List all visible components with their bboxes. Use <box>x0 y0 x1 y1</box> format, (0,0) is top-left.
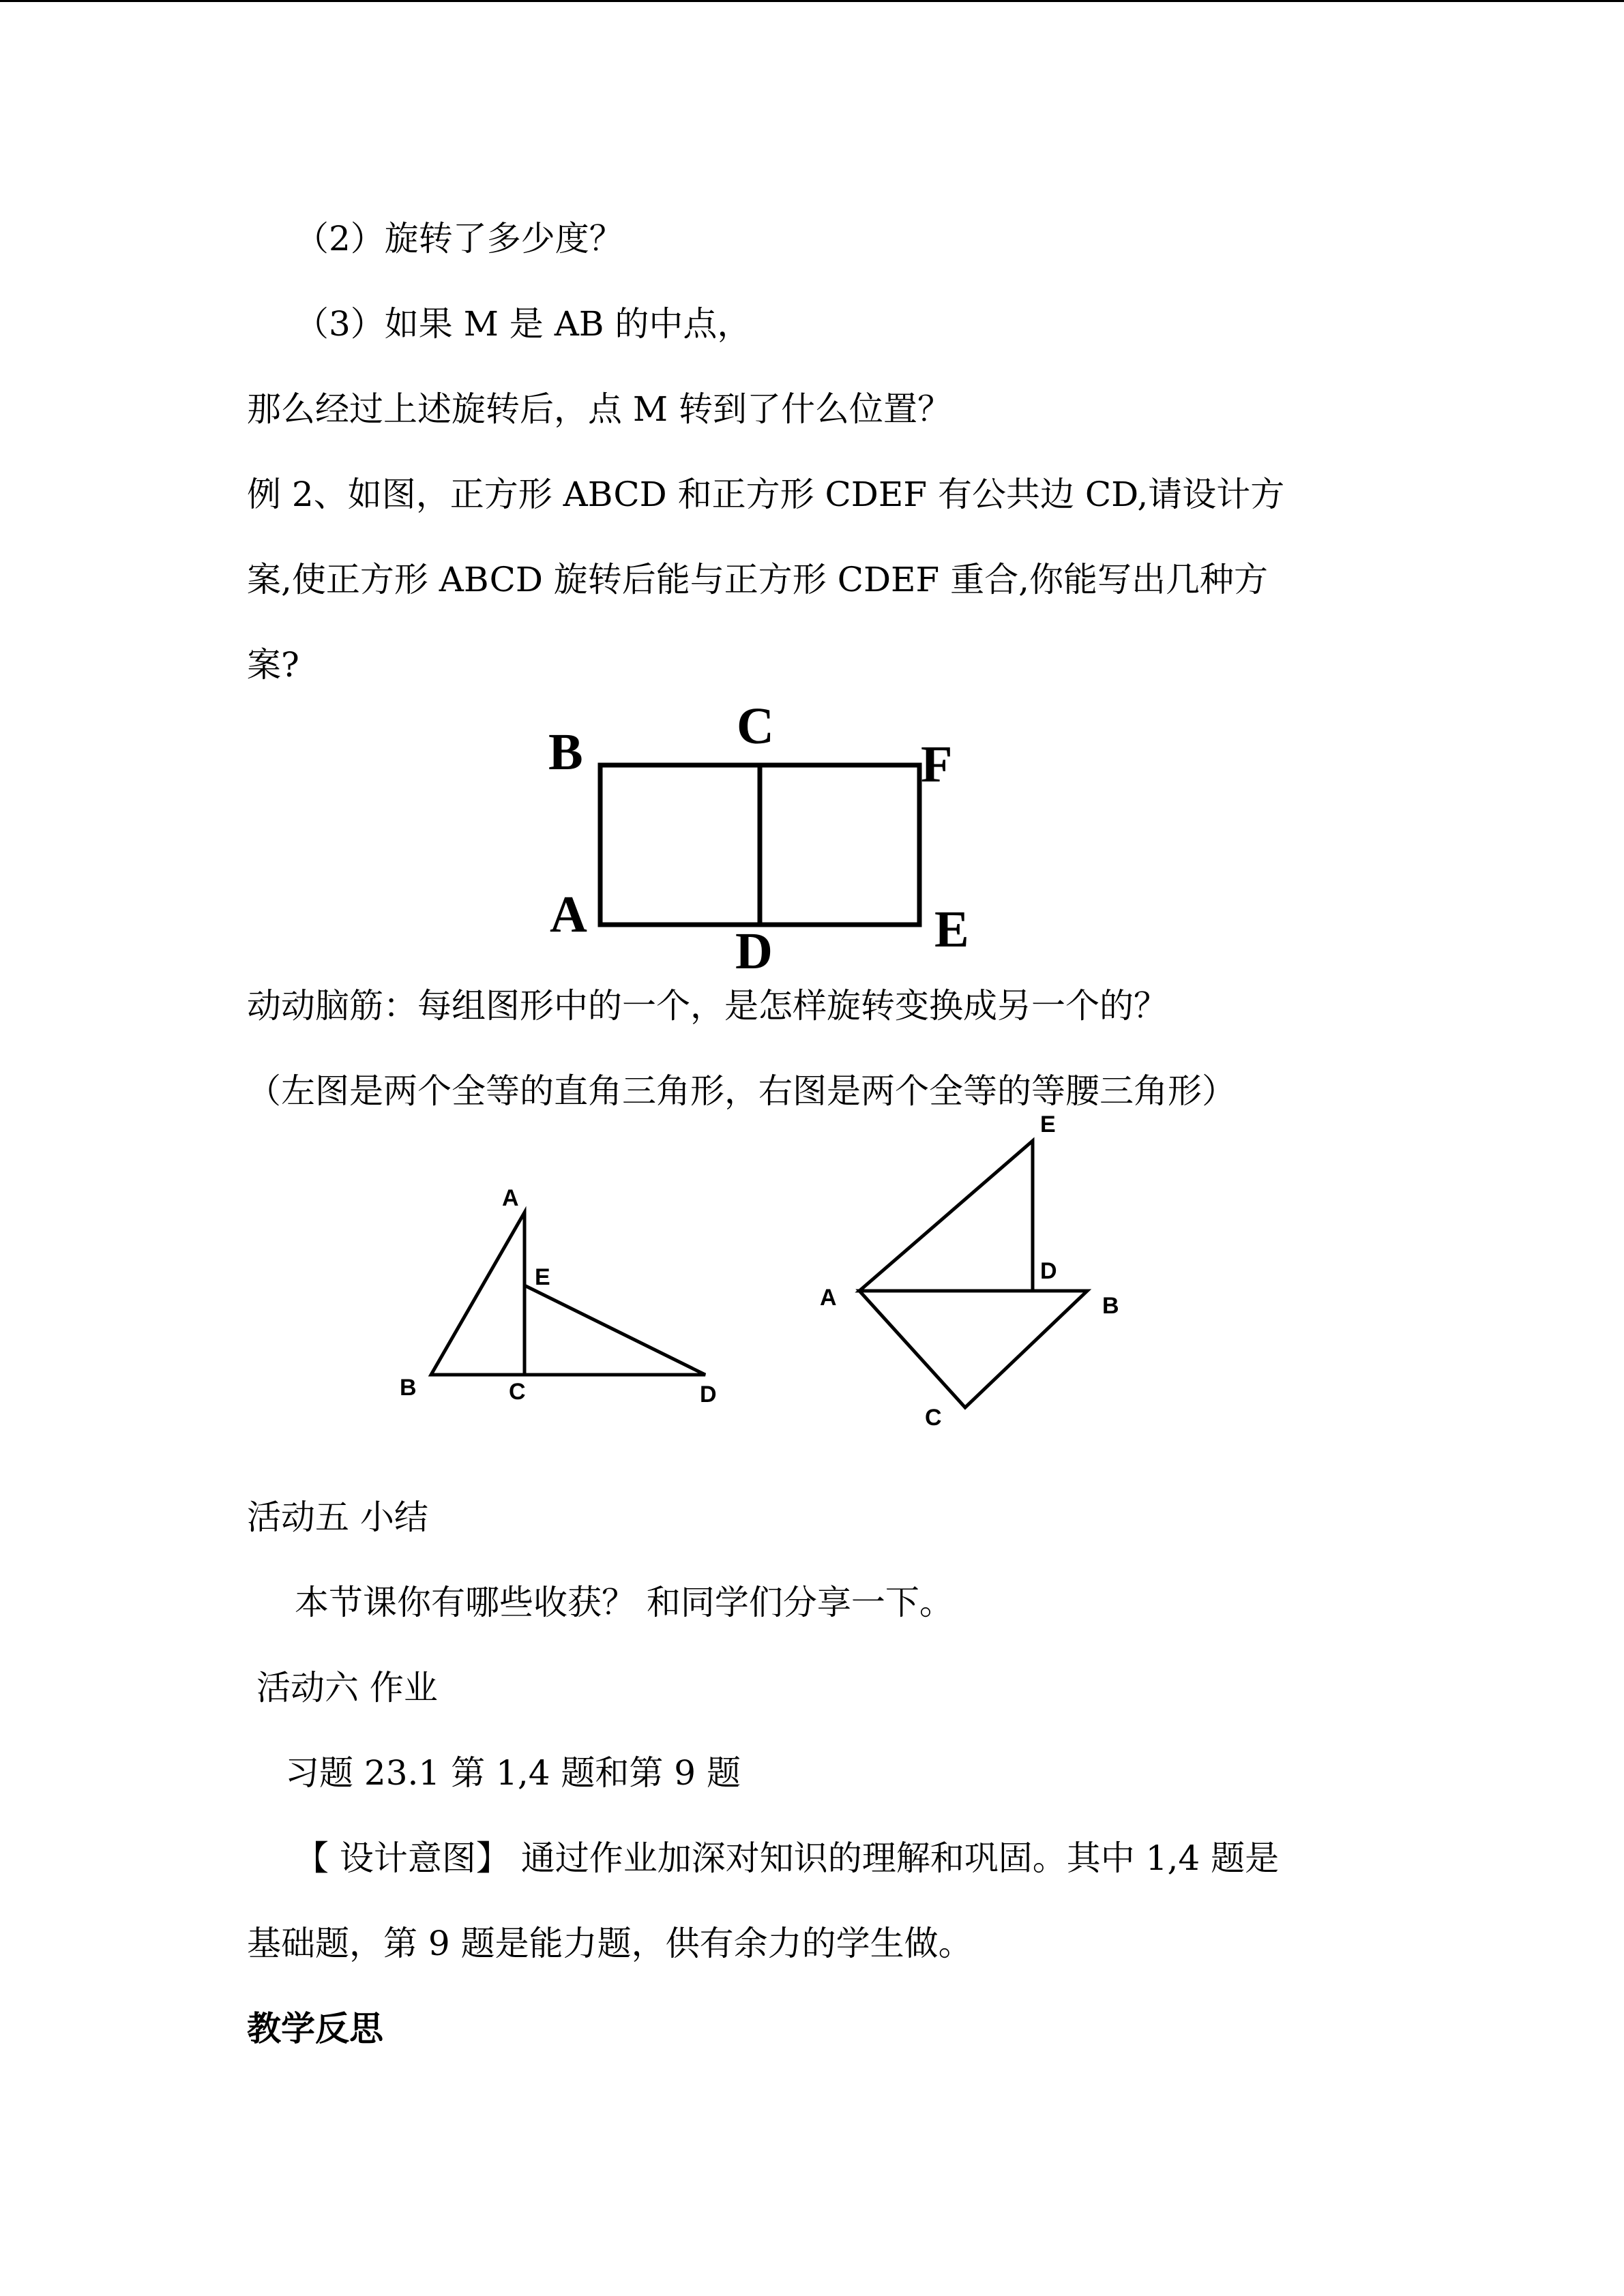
label-b: B <box>1102 1293 1119 1319</box>
label-c: C <box>509 1379 526 1405</box>
example-2-line-2: 案,使正方形 ABCD 旋转后能与正方形 CDEF 重合,你能写出几种方 <box>247 560 1269 599</box>
triangle-ade <box>859 1141 1033 1291</box>
label-d: D <box>735 923 773 980</box>
label-b: B <box>400 1375 417 1401</box>
label-d: D <box>700 1382 717 1407</box>
question-3-continued: 那么经过上述旋转后，点 M 转到了什么位置？ <box>247 389 951 429</box>
reflection-heading: 教学反思 <box>247 2008 383 2048</box>
example-2-line-1: 例 2、如图，正方形 ABCD 和正方形 CDEF 有公共边 CD,请设计方 <box>247 475 1285 514</box>
isosceles-triangles-figure <box>805 1105 1160 1446</box>
triangle-abc <box>431 1212 525 1375</box>
design-intent-line-2: 基础题，第 9 题是能力题，供有余力的学生做。 <box>247 1924 973 1963</box>
activity-5-title: 活动五 小结 <box>247 1497 428 1537</box>
label-c: C <box>925 1405 942 1431</box>
triangle-abc <box>859 1291 1087 1407</box>
homework: 习题 23.1 第 1,4 题和第 9 题 <box>285 1753 741 1793</box>
right-triangles-figure <box>382 1173 750 1418</box>
label-c: C <box>737 698 774 755</box>
brain-teaser-note: （左图是两个全等的直角三角形，右图是两个全等的等腰三角形） <box>247 1071 1236 1111</box>
label-e: E <box>535 1264 550 1290</box>
design-intent-line-1: 【 设计意图】 通过作业加深对知识的理解和巩固。其中 1,4 题是 <box>295 1838 1280 1878</box>
example-2-line-3: 案? <box>247 645 299 685</box>
square-cdef <box>760 765 919 925</box>
label-d: D <box>1040 1258 1057 1284</box>
question-2: （2）旋转了多少度？ <box>295 219 623 258</box>
label-a: A <box>820 1285 837 1311</box>
label-a: A <box>502 1185 519 1211</box>
label-a: A <box>550 886 587 943</box>
brain-teaser: 动动脑筋：每组图形中的一个，是怎样旋转变换成另一个的？ <box>247 986 1168 1026</box>
page-top-rule <box>0 0 1624 2</box>
squares-figure <box>532 696 1009 996</box>
label-b: B <box>548 724 583 781</box>
question-3: （3）如果 M 是 AB 的中点， <box>295 304 752 344</box>
label-e: E <box>934 901 969 958</box>
label-f: F <box>921 736 953 793</box>
triangle-ecd <box>525 1285 705 1375</box>
label-e: E <box>1040 1112 1056 1137</box>
activity-6-title: 活动六 作业 <box>256 1668 438 1708</box>
activity-5-text: 本节课你有哪些收获？ 和同学们分享一下。 <box>295 1583 954 1622</box>
square-abcd <box>600 765 760 925</box>
